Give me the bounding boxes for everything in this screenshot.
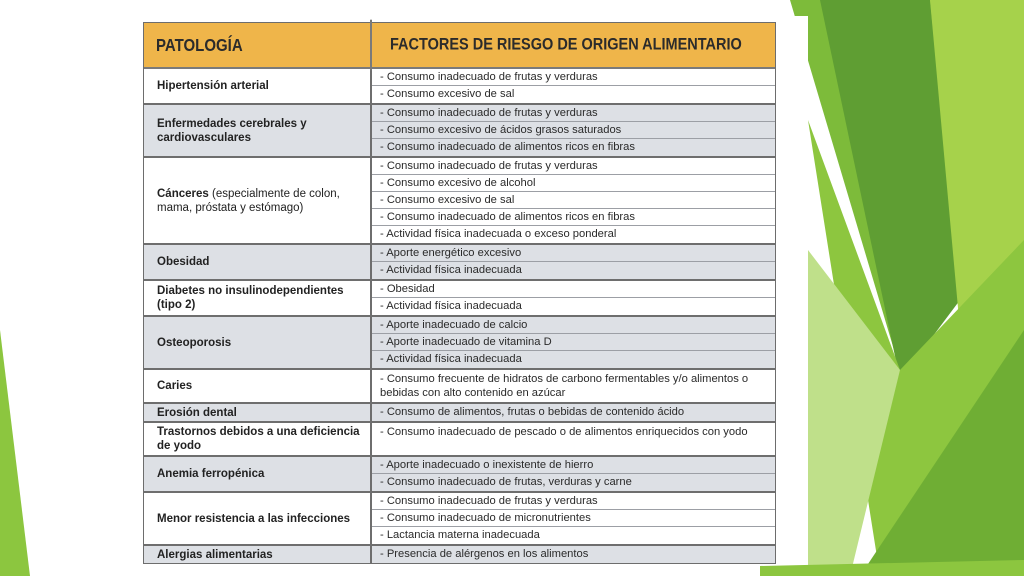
pathology-cell — [144, 423, 372, 455]
factor-item: - Consumo de alimentos, frutas o bebidas de contenido ácido — [380, 406, 685, 418]
factor-item: - Lactancia materna inadecuada — [380, 529, 540, 541]
factor-item: - Aporte inadecuado de calcio — [372, 317, 775, 334]
table-row — [144, 370, 775, 404]
pathology-name: Osteoporosis — [157, 336, 232, 349]
factors-cell — [372, 105, 775, 156]
factor-item: - Consumo excesivo de alcohol — [372, 175, 775, 192]
factors-cell — [372, 281, 775, 315]
factor-item: - Consumo inadecuado de alimentos ricos en fibras — [372, 209, 775, 226]
factor-item: - Consumo inadecuado de frutas, verduras y carne — [380, 476, 632, 488]
pathology-name: Anemia ferropénica — [157, 468, 265, 480]
factor-item: - Consumo inadecuado de frutas y verduras — [372, 105, 775, 122]
factor-item: - Consumo inadecuado de frutas y verduras — [372, 69, 775, 86]
factors-cell — [372, 69, 775, 103]
pathology-name: Caries — [157, 380, 193, 392]
factor-item: - Consumo excesivo de sal — [380, 88, 515, 100]
header-pathology: PATOLOGÍA — [144, 20, 372, 71]
pathology-name: Cánceres — [157, 187, 209, 200]
factor-item: - Consumo inadecuado de micronutrientes — [372, 510, 775, 527]
pathology-cell — [144, 404, 372, 421]
factors-cell — [372, 158, 775, 243]
pathology-name: Menor resistencia a las infecciones — [157, 512, 351, 525]
factor-item: - Presencia de alérgenos en los alimentos — [380, 548, 589, 560]
factor-item: - Actividad física inadecuada o exceso ponderal — [380, 228, 617, 240]
factors-cell — [372, 245, 775, 279]
factors-cell — [372, 370, 775, 402]
factors-cell — [372, 457, 775, 491]
table-row — [144, 69, 775, 105]
pathology-cell — [144, 317, 372, 368]
table-row — [144, 245, 775, 281]
table-row — [144, 404, 775, 423]
green-facet-left — [0, 330, 30, 576]
header-factors: FACTORES DE RIESGO DE ORIGEN ALIMENTARIO — [390, 35, 742, 55]
table-row — [144, 423, 775, 457]
pathology-name: Hipertensión arterial — [157, 80, 269, 92]
factor-item: - Aporte inadecuado o inexistente de hierro — [372, 457, 775, 474]
factor-item: - Consumo inadecuado de frutas y verduras — [372, 493, 775, 510]
pathology-name: Enfermedades cerebrales y cardiovasculares — [157, 117, 307, 144]
factor-item: - Consumo excesivo de ácidos grasos saturados — [372, 122, 775, 139]
pathology-cell — [144, 457, 372, 491]
pathology-note: (especialmente de colon, mama, próstata y estómago) — [157, 187, 340, 214]
factor-item: - Consumo inadecuado de pescado o de alimentos enriquecidos con yodo — [380, 426, 748, 438]
pathology-name: Alergias alimentarias — [157, 548, 273, 561]
pathology-cell — [144, 493, 372, 544]
factor-item: - Aporte energético excesivo — [372, 245, 775, 262]
factors-cell — [372, 546, 775, 563]
table-row — [144, 158, 775, 245]
factor-item: - Consumo frecuente de hidratos de carbono fermentables y/o alimentos o bebidas con alto contenido en azúcar — [380, 373, 749, 399]
factors-cell — [372, 317, 775, 368]
factor-item: - Consumo inadecuado de alimentos ricos en fibras — [380, 141, 635, 153]
table-row — [144, 317, 775, 370]
factor-item: - Obesidad — [372, 281, 775, 298]
factors-cell — [372, 404, 775, 421]
factor-item: - Actividad física inadecuada — [380, 264, 522, 276]
table-row — [144, 457, 775, 493]
table-row — [144, 281, 775, 317]
table-header — [144, 23, 775, 69]
factor-item: - Actividad física inadecuada — [380, 300, 522, 312]
pathology-cell — [144, 158, 372, 243]
risk-factors-table — [143, 22, 776, 564]
factor-item: - Consumo inadecuado de frutas y verduras — [372, 158, 775, 175]
factor-item: - Actividad física inadecuada — [380, 353, 522, 365]
factors-cell — [372, 423, 775, 455]
table-row — [144, 546, 775, 563]
table-row — [144, 493, 775, 546]
table-row — [144, 105, 775, 158]
pathology-cell — [144, 370, 372, 402]
pathology-cell — [144, 281, 372, 315]
pathology-name: Trastornos debidos a una deficiencia de yodo — [157, 426, 360, 452]
pathology-name: Obesidad — [157, 256, 210, 268]
pathology-cell — [144, 105, 372, 156]
pathology-name: Diabetes no insulinodependientes (tipo 2) — [157, 285, 344, 311]
pathology-cell — [144, 245, 372, 279]
factors-cell — [372, 493, 775, 544]
pathology-cell — [144, 69, 372, 103]
factor-item: - Consumo excesivo de sal — [372, 192, 775, 209]
pathology-name: Erosión dental — [157, 406, 237, 419]
factor-item: - Aporte inadecuado de vitamina D — [372, 334, 775, 351]
pathology-cell — [144, 546, 372, 563]
